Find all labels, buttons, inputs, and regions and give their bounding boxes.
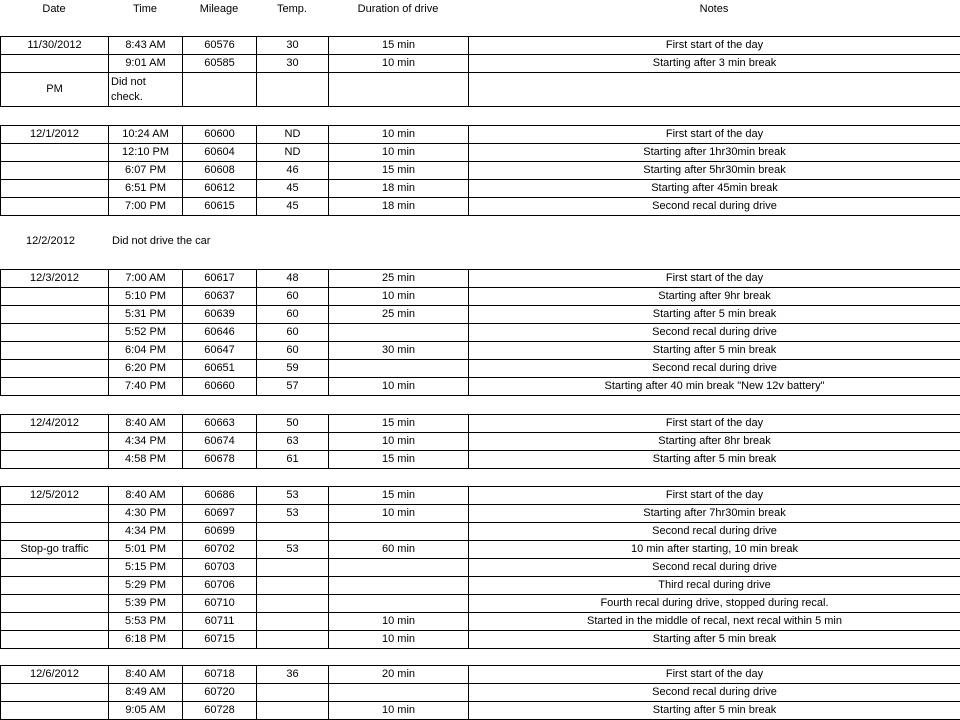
cell-time: 5:39 PM xyxy=(109,595,183,613)
table-row xyxy=(1,559,960,577)
cell-mileage: 60706 xyxy=(183,577,257,595)
cell-notes: First start of the day xyxy=(469,126,960,144)
cell-duration: 10 min xyxy=(329,613,469,631)
cell-temp: 48 xyxy=(257,270,329,288)
table-row xyxy=(1,541,960,559)
cell-notes: Starting after 3 min break xyxy=(469,55,960,73)
cell-duration: 10 min xyxy=(329,702,469,720)
cell-notes: Second recal during drive xyxy=(469,198,960,216)
cell-duration: 30 min xyxy=(329,342,469,360)
cell-time: 7:40 PM xyxy=(109,378,183,396)
cell-mileage: 60617 xyxy=(183,270,257,288)
cell-date: 12/6/2012 xyxy=(1,666,109,684)
cell-duration: 10 min xyxy=(329,631,469,649)
table-row xyxy=(1,162,960,180)
cell-time: 6:04 PM xyxy=(109,342,183,360)
cell-time: 5:15 PM xyxy=(109,559,183,577)
header-date: Date xyxy=(42,3,66,15)
cell-date xyxy=(1,180,109,198)
cell-time: 4:30 PM xyxy=(109,505,183,523)
cell-time: 8:40 AM xyxy=(109,666,183,684)
cell-duration xyxy=(329,684,469,702)
table-row xyxy=(1,487,960,505)
table-row xyxy=(1,342,960,360)
cell-date xyxy=(1,559,109,577)
cell-time: 8:49 AM xyxy=(109,684,183,702)
cell-date xyxy=(1,198,109,216)
header-temp: Temp. xyxy=(277,3,307,15)
cell-time: 9:05 AM xyxy=(109,702,183,720)
cell-time: 6:18 PM xyxy=(109,631,183,649)
cell-temp xyxy=(257,595,329,613)
table-row xyxy=(1,306,960,324)
cell-duration: 10 min xyxy=(329,433,469,451)
day-table xyxy=(0,486,960,649)
no-drive-text: Did not drive the car xyxy=(112,235,211,247)
cell-duration: 18 min xyxy=(329,198,469,216)
cell-mileage: 60703 xyxy=(183,559,257,577)
cell-notes: Starting after 7hr30min break xyxy=(469,505,960,523)
cell-notes: First start of the day xyxy=(469,37,960,55)
cell-duration: 15 min xyxy=(329,162,469,180)
table-row xyxy=(1,55,960,73)
cell-duration: 10 min xyxy=(329,505,469,523)
cell-duration xyxy=(329,559,469,577)
cell-date xyxy=(1,55,109,73)
cell-temp: 53 xyxy=(257,487,329,505)
cell-mileage: 60699 xyxy=(183,523,257,541)
cell-date xyxy=(1,342,109,360)
cell-mileage: 60651 xyxy=(183,360,257,378)
cell-time: Did not check. xyxy=(109,73,183,107)
cell-time: 8:43 AM xyxy=(109,37,183,55)
cell-date: 12/5/2012 xyxy=(1,487,109,505)
cell-date xyxy=(1,577,109,595)
cell-time: 7:00 AM xyxy=(109,270,183,288)
cell-date xyxy=(1,613,109,631)
cell-date xyxy=(1,684,109,702)
no-drive-date: 12/2/2012 xyxy=(26,235,75,247)
cell-time: 5:53 PM xyxy=(109,613,183,631)
cell-temp: 53 xyxy=(257,505,329,523)
cell-notes: Second recal during drive xyxy=(469,360,960,378)
day-table xyxy=(0,36,960,107)
cell-temp xyxy=(257,577,329,595)
cell-temp: 60 xyxy=(257,324,329,342)
cell-notes: Starting after 1hr30min break xyxy=(469,144,960,162)
cell-duration xyxy=(329,595,469,613)
cell-temp: 45 xyxy=(257,180,329,198)
cell-mileage: 60663 xyxy=(183,415,257,433)
cell-temp xyxy=(257,559,329,577)
cell-temp: 57 xyxy=(257,378,329,396)
cell-notes: First start of the day xyxy=(469,415,960,433)
cell-mileage: 60715 xyxy=(183,631,257,649)
cell-duration xyxy=(329,324,469,342)
cell-date xyxy=(1,324,109,342)
cell-duration: 15 min xyxy=(329,451,469,469)
cell-date xyxy=(1,360,109,378)
cell-mileage: 60600 xyxy=(183,126,257,144)
cell-temp: 60 xyxy=(257,306,329,324)
cell-temp: 46 xyxy=(257,162,329,180)
cell-date: 12/4/2012 xyxy=(1,415,109,433)
cell-time: 8:40 AM xyxy=(109,415,183,433)
cell-notes: Starting after 5 min break xyxy=(469,451,960,469)
table-row xyxy=(1,595,960,613)
cell-temp xyxy=(257,684,329,702)
cell-date xyxy=(1,595,109,613)
cell-duration: 25 min xyxy=(329,306,469,324)
cell-temp: 50 xyxy=(257,415,329,433)
cell-temp xyxy=(257,702,329,720)
cell-duration xyxy=(329,577,469,595)
cell-duration: 10 min xyxy=(329,288,469,306)
table-row xyxy=(1,360,960,378)
cell-time: 9:01 AM xyxy=(109,55,183,73)
cell-date xyxy=(1,144,109,162)
cell-date xyxy=(1,288,109,306)
cell-mileage: 60686 xyxy=(183,487,257,505)
day-table xyxy=(0,665,960,720)
cell-notes: Starting after 5 min break xyxy=(469,631,960,649)
cell-notes: Starting after 5 min break xyxy=(469,306,960,324)
header-duration: Duration of drive xyxy=(357,3,439,15)
table-row xyxy=(1,523,960,541)
table-row xyxy=(1,631,960,649)
table-row xyxy=(1,433,960,451)
cell-duration xyxy=(329,360,469,378)
cell-duration: 20 min xyxy=(329,666,469,684)
cell-notes: First start of the day xyxy=(469,487,960,505)
cell-notes: 10 min after starting, 10 min break xyxy=(469,541,960,559)
cell-time: 10:24 AM xyxy=(109,126,183,144)
cell-duration: 15 min xyxy=(329,487,469,505)
table-row xyxy=(1,198,960,216)
cell-duration: 10 min xyxy=(329,378,469,396)
cell-notes: First start of the day xyxy=(469,270,960,288)
cell-temp: 61 xyxy=(257,451,329,469)
cell-mileage: 60637 xyxy=(183,288,257,306)
table-row xyxy=(1,613,960,631)
cell-time: 5:31 PM xyxy=(109,306,183,324)
cell-temp: 53 xyxy=(257,541,329,559)
column-header-row xyxy=(0,0,960,18)
table-row xyxy=(1,577,960,595)
cell-time: 12:10 PM xyxy=(109,144,183,162)
cell-duration: 18 min xyxy=(329,180,469,198)
cell-notes: Starting after 8hr break xyxy=(469,433,960,451)
header-mileage: Mileage xyxy=(199,3,239,15)
cell-mileage: 60604 xyxy=(183,144,257,162)
table-row xyxy=(1,505,960,523)
cell-mileage: 60612 xyxy=(183,180,257,198)
cell-notes: Starting after 5 min break xyxy=(469,702,960,720)
cell-duration xyxy=(329,523,469,541)
table-row xyxy=(1,415,960,433)
cell-time: 5:01 PM xyxy=(109,541,183,559)
cell-temp: 63 xyxy=(257,433,329,451)
table-row xyxy=(1,180,960,198)
cell-duration: 10 min xyxy=(329,126,469,144)
cell-temp: 30 xyxy=(257,55,329,73)
cell-duration: 10 min xyxy=(329,55,469,73)
header-notes: Notes xyxy=(699,3,729,15)
table-row xyxy=(1,73,960,107)
table-row xyxy=(1,451,960,469)
table-row xyxy=(1,378,960,396)
cell-date xyxy=(1,433,109,451)
cell-date: Stop-go traffic xyxy=(1,541,109,559)
day-table xyxy=(0,414,960,469)
cell-mileage: 60710 xyxy=(183,595,257,613)
cell-notes: Starting after 5 min break xyxy=(469,342,960,360)
cell-time: 8:40 AM xyxy=(109,487,183,505)
cell-date xyxy=(1,505,109,523)
cell-notes: Second recal during drive xyxy=(469,559,960,577)
cell-date: PM xyxy=(1,73,109,107)
cell-mileage: 60647 xyxy=(183,342,257,360)
cell-temp: 45 xyxy=(257,198,329,216)
cell-date: 12/3/2012 xyxy=(1,270,109,288)
table-row xyxy=(1,37,960,55)
cell-mileage xyxy=(183,73,257,107)
table-row xyxy=(1,666,960,684)
cell-mileage: 60678 xyxy=(183,451,257,469)
cell-mileage: 60660 xyxy=(183,378,257,396)
cell-time: 6:51 PM xyxy=(109,180,183,198)
cell-temp: 59 xyxy=(257,360,329,378)
cell-date xyxy=(1,702,109,720)
cell-date: 12/1/2012 xyxy=(1,126,109,144)
cell-duration: 25 min xyxy=(329,270,469,288)
cell-temp: ND xyxy=(257,126,329,144)
cell-notes xyxy=(469,73,960,107)
cell-mileage: 60576 xyxy=(183,37,257,55)
cell-notes: Starting after 9hr break xyxy=(469,288,960,306)
cell-mileage: 60639 xyxy=(183,306,257,324)
cell-temp xyxy=(257,73,329,107)
cell-time: 4:34 PM xyxy=(109,523,183,541)
cell-duration xyxy=(329,73,469,107)
cell-notes: Second recal during drive xyxy=(469,523,960,541)
cell-mileage: 60720 xyxy=(183,684,257,702)
cell-time: 7:00 PM xyxy=(109,198,183,216)
cell-duration: 15 min xyxy=(329,415,469,433)
cell-time: 4:58 PM xyxy=(109,451,183,469)
cell-date xyxy=(1,162,109,180)
cell-notes: Third recal during drive xyxy=(469,577,960,595)
cell-time: 6:07 PM xyxy=(109,162,183,180)
cell-notes: Started in the middle of recal, next recal within 5 min xyxy=(469,613,960,631)
table-row xyxy=(1,324,960,342)
cell-date: 11/30/2012 xyxy=(1,37,109,55)
cell-time: 6:20 PM xyxy=(109,360,183,378)
cell-duration: 10 min xyxy=(329,144,469,162)
cell-date xyxy=(1,451,109,469)
cell-temp xyxy=(257,631,329,649)
header-time: Time xyxy=(132,3,158,15)
table-row xyxy=(1,702,960,720)
cell-notes: First start of the day xyxy=(469,666,960,684)
cell-notes: Second recal during drive xyxy=(469,684,960,702)
cell-mileage: 60697 xyxy=(183,505,257,523)
cell-duration: 60 min xyxy=(329,541,469,559)
cell-notes: Second recal during drive xyxy=(469,324,960,342)
cell-temp xyxy=(257,523,329,541)
cell-temp: 60 xyxy=(257,288,329,306)
cell-mileage: 60711 xyxy=(183,613,257,631)
table-row xyxy=(1,126,960,144)
cell-date xyxy=(1,306,109,324)
cell-mileage: 60674 xyxy=(183,433,257,451)
day-table xyxy=(0,125,960,216)
cell-time: 5:29 PM xyxy=(109,577,183,595)
cell-temp: 60 xyxy=(257,342,329,360)
cell-notes: Starting after 40 min break "New 12v battery" xyxy=(469,378,960,396)
cell-time: 5:52 PM xyxy=(109,324,183,342)
cell-temp: ND xyxy=(257,144,329,162)
cell-time: 5:10 PM xyxy=(109,288,183,306)
cell-notes: Fourth recal during drive, stopped during recal. xyxy=(469,595,960,613)
day-table xyxy=(0,269,960,396)
table-row xyxy=(1,270,960,288)
table-row xyxy=(1,684,960,702)
cell-mileage: 60585 xyxy=(183,55,257,73)
cell-mileage: 60615 xyxy=(183,198,257,216)
cell-mileage: 60702 xyxy=(183,541,257,559)
cell-date xyxy=(1,631,109,649)
cell-temp: 30 xyxy=(257,37,329,55)
cell-temp xyxy=(257,613,329,631)
cell-mileage: 60718 xyxy=(183,666,257,684)
cell-date xyxy=(1,378,109,396)
cell-mileage: 60728 xyxy=(183,702,257,720)
cell-mileage: 60608 xyxy=(183,162,257,180)
cell-notes: Starting after 45min break xyxy=(469,180,960,198)
cell-duration: 15 min xyxy=(329,37,469,55)
cell-date xyxy=(1,523,109,541)
cell-temp: 36 xyxy=(257,666,329,684)
cell-mileage: 60646 xyxy=(183,324,257,342)
cell-notes: Starting after 5hr30min break xyxy=(469,162,960,180)
cell-time: 4:34 PM xyxy=(109,433,183,451)
table-row xyxy=(1,288,960,306)
table-row xyxy=(1,144,960,162)
